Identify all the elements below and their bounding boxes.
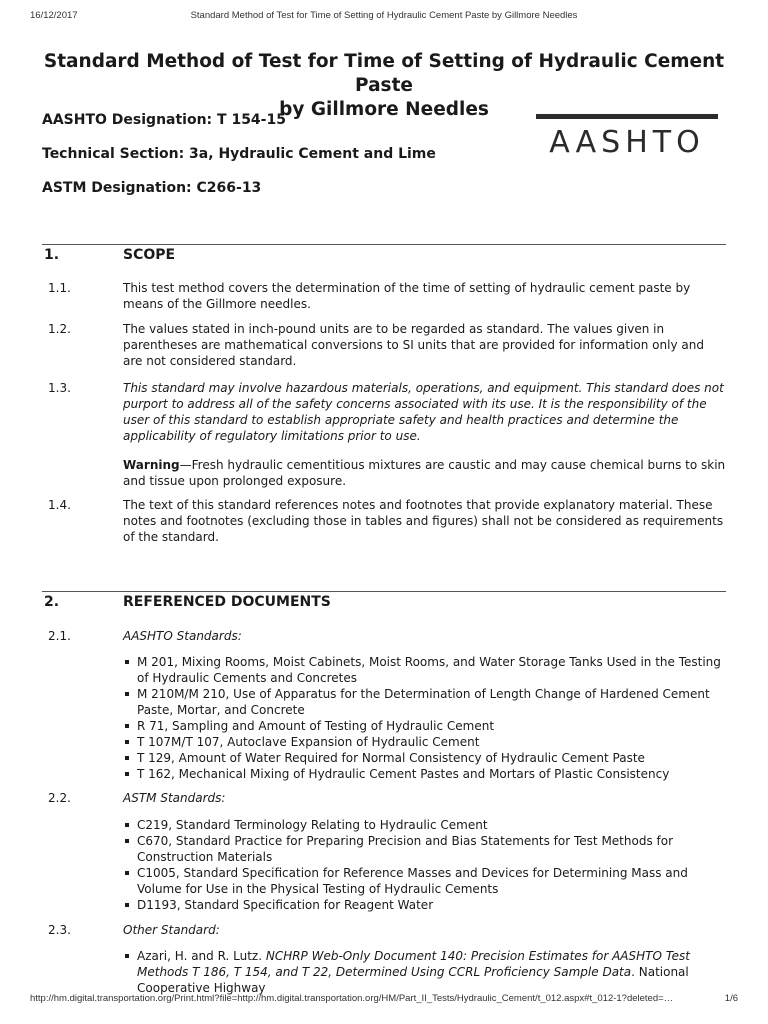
clause-1-3	[42, 380, 726, 489]
warning-label: Warning	[123, 458, 180, 472]
list-item: M 210M/M 210, Use of Apparatus for the Determination of Length Change of Hardened Cement Paste, Mortar, and Concrete	[123, 686, 723, 718]
list-item: T 162, Mechanical Mixing of Hydraulic Cement Pastes and Mortars of Plastic Consistency	[123, 766, 723, 782]
aashto-logo	[536, 114, 718, 156]
document-title-line-1: Standard Method of Test for Time of Setting of Hydraulic Cement Paste	[43, 51, 725, 96]
list-item: D1193, Standard Specification for Reagent Water	[123, 897, 723, 913]
list-item	[123, 948, 723, 996]
clause-label: ASTM Standards:	[123, 791, 226, 805]
section-referenced-documents-header	[42, 591, 726, 614]
clause-2-3	[42, 922, 726, 938]
clause-number: 1.3.	[48, 381, 71, 395]
list-item: C1005, Standard Specification for Reference Masses and Devices for Determining Mass and Volume for Use in the Physical Testing of Hydraulic Cements	[123, 865, 723, 897]
reference-publisher: . National Cooperative Highway	[137, 965, 689, 995]
page-number: 1/6	[724, 993, 738, 1004]
clause-label: Other Standard:	[123, 923, 220, 937]
safety-statement: This standard may involve hazardous materials, operations, and equipment. This standard does not purport to address all of the safety concerns associated with its use. It is the responsibility of the user of this standard to establish appropriate safety and health practices and determine the applicability of regulatory limitations prior to use.	[123, 381, 724, 443]
clause-2-2	[42, 790, 726, 806]
section-title: SCOPE	[123, 247, 176, 263]
logo-bar	[536, 114, 718, 119]
list-item: T 107M/T 107, Autoclave Expansion of Hydraulic Cement	[123, 734, 723, 750]
list-item: T 129, Amount of Water Required for Normal Consistency of Hydraulic Cement Paste	[123, 750, 723, 766]
logo-text: AASHTO	[549, 125, 705, 156]
clause-number: 2.1.	[48, 629, 71, 643]
list-item: M 201, Mixing Rooms, Moist Cabinets, Moist Rooms, and Water Storage Tanks Used in the Testing of Hydraulic Cements and Concretes	[123, 654, 723, 686]
clause-text: This test method covers the determination of the time of setting of hydraulic cement paste by means of the Gillmore needles.	[123, 281, 691, 311]
clause-text: The text of this standard references notes and footnotes that provide explanatory material. These notes and footnotes (excluding those in tables and figures) shall not be considered as requirements of the standard.	[123, 498, 724, 544]
print-header	[30, 10, 738, 24]
clause-text: The values stated in inch-pound units are to be regarded as standard. The values given in parentheses are mathematical conversions to SI units that are provided for information only and are not considered standard.	[123, 322, 704, 368]
clause-number: 1.2.	[48, 322, 71, 336]
list-item: R 71, Sampling and Amount of Testing of Hydraulic Cement	[123, 718, 723, 734]
technical-section: Technical Section: 3a, Hydraulic Cement and Lime	[42, 146, 436, 162]
list-item: C670, Standard Practice for Preparing Precision and Bias Statements for Test Methods for Construction Materials	[123, 833, 723, 865]
section-scope-header	[42, 244, 726, 267]
reference-authors: Azari, H. and R. Lutz.	[137, 949, 266, 963]
print-date: 16/12/2017	[30, 10, 78, 21]
astm-designation: ASTM Designation: C266-13	[42, 180, 262, 196]
aashto-designation: AASHTO Designation: T 154-15	[42, 112, 286, 128]
document-title-line-2: by Gillmore Needles	[279, 99, 489, 120]
clause-2-1	[42, 628, 726, 644]
section-title: REFERENCED DOCUMENTS	[123, 594, 331, 610]
section-number: 1.	[44, 247, 60, 263]
clause-1-4	[42, 497, 726, 545]
astm-standards-list	[123, 817, 723, 913]
clause-1-1	[42, 280, 726, 312]
clause-label: AASHTO Standards:	[123, 629, 242, 643]
clause-1-2	[42, 321, 726, 369]
print-footer	[30, 993, 738, 1007]
clause-number: 1.1.	[48, 281, 71, 295]
reference-title: NCHRP Web-Only Document 140: Precision Estimates for AASHTO Test Methods T 186, T 154, and T 22, Determined Using CCRL Proficiency Sample Data	[137, 949, 690, 979]
clause-number: 2.2.	[48, 791, 71, 805]
section-number: 2.	[44, 594, 60, 610]
aashto-standards-list	[123, 654, 723, 782]
warning-text: —Fresh hydraulic cementitious mixtures are caustic and may cause chemical burns to skin and tissue upon prolonged exposure.	[123, 458, 726, 488]
print-url: http://hm.digital.transportation.org/Print.html?file=http://hm.digital.transportation.org/HM/Part_II_Tests/Hydraulic_Cement/t_012.aspx#t_012-1?deleted=…	[30, 993, 674, 1004]
print-title: Standard Method of Test for Time of Setting of Hydraulic Cement Paste by Gillmore Needles	[190, 10, 578, 21]
clause-number: 1.4.	[48, 498, 71, 512]
other-standards-list	[123, 948, 723, 996]
warning-paragraph	[123, 457, 726, 489]
clause-number: 2.3.	[48, 923, 71, 937]
list-item: C219, Standard Terminology Relating to Hydraulic Cement	[123, 817, 723, 833]
